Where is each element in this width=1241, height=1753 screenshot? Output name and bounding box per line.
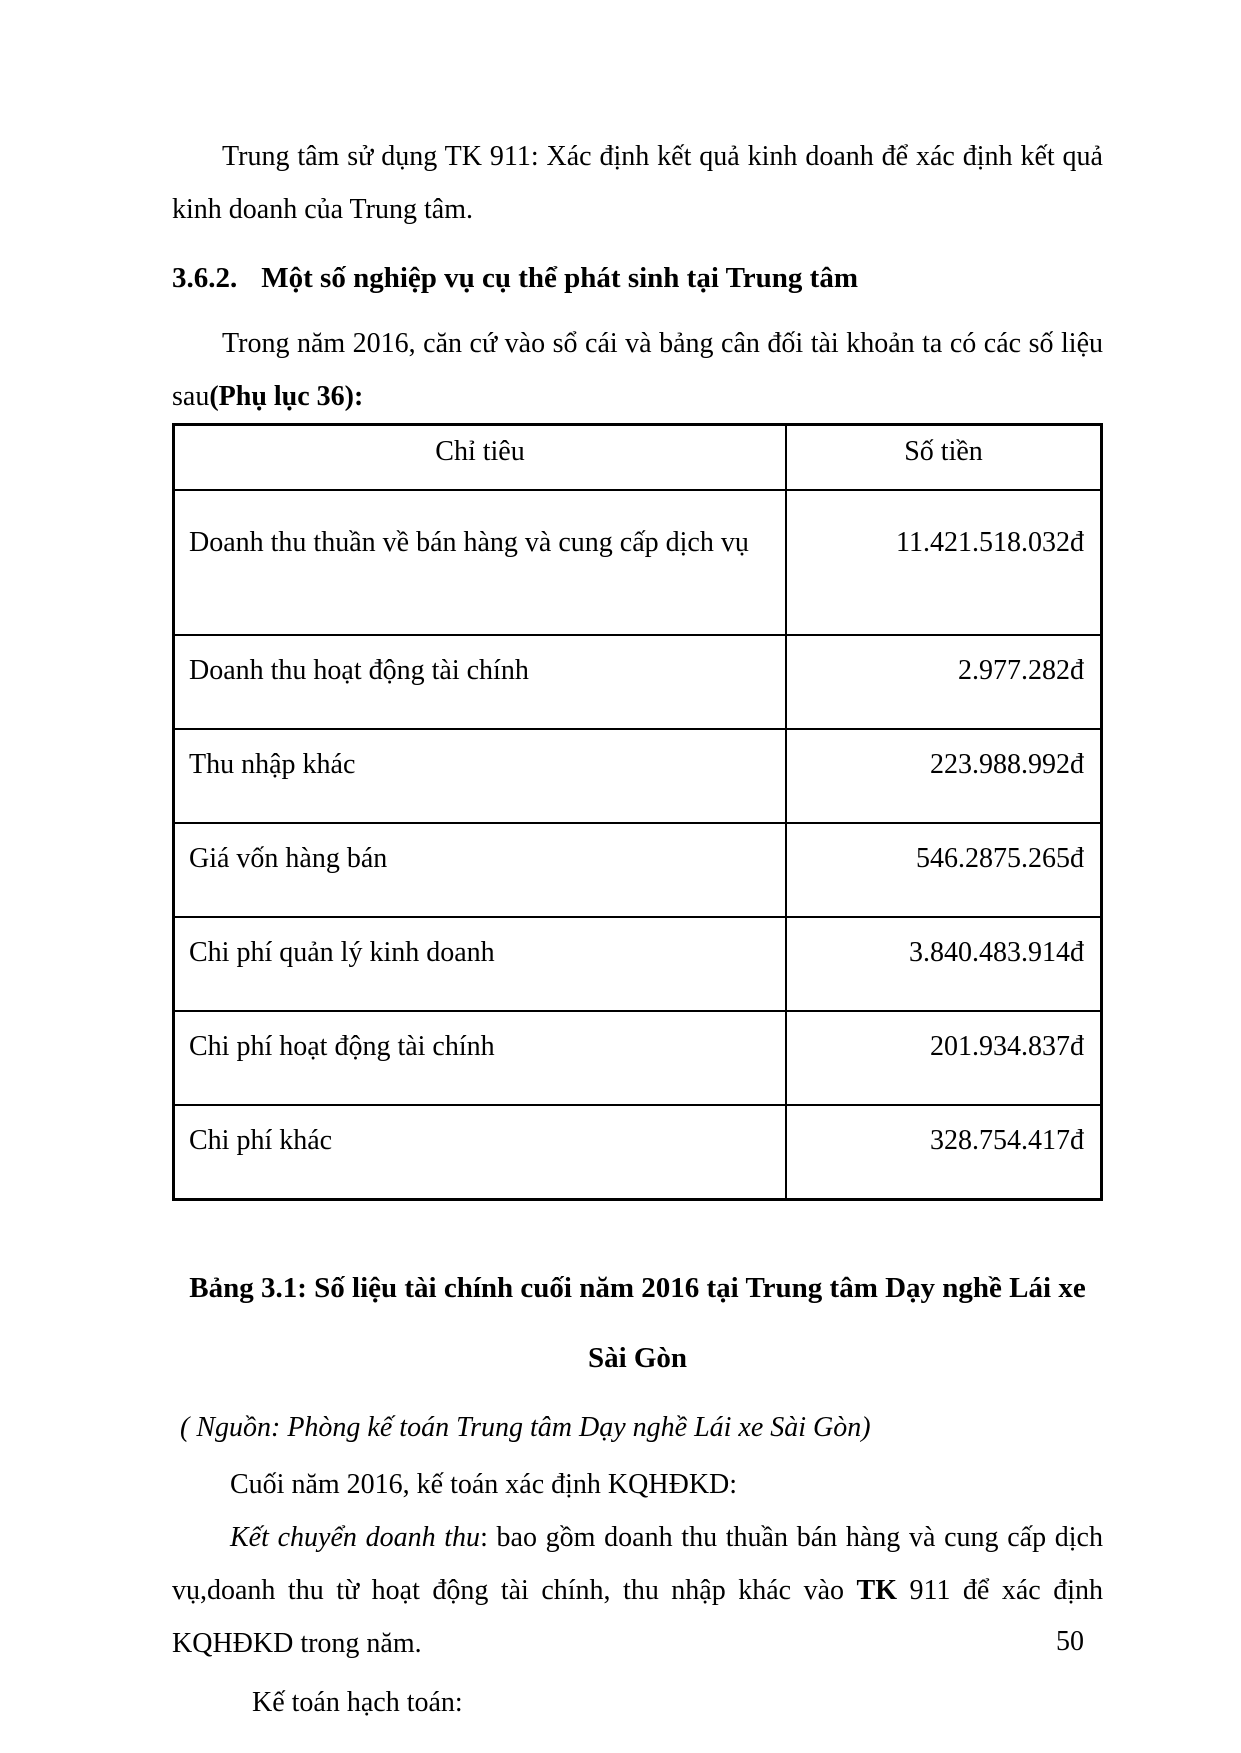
- table-row: [174, 490, 1102, 635]
- page-content: [172, 130, 1103, 1729]
- paragraph-data-source-appendix: (Phụ lục 36):: [209, 381, 364, 412]
- table-cell-value: 11.421.518.032đ: [786, 490, 1102, 635]
- paragraph-kqhdkd: Cuối năm 2016, kế toán xác định KQHĐKD:: [230, 1469, 738, 1500]
- table-cell-value: 328.754.417đ: [786, 1105, 1102, 1200]
- paragraph-revenue-transfer-mid: : bao gồm doanh thu thuần bán hàng và cung cấp dịch vụ,doanh thu từ hoạt động tài chính, thu nhập khác vào: [172, 1522, 1103, 1606]
- paragraph-data-source: [172, 317, 1103, 423]
- financial-data-table: [172, 423, 1103, 1201]
- table-cell-value: 223.988.992đ: [786, 729, 1102, 823]
- table-cell-label: Chi phí quản lý kinh doanh: [174, 917, 787, 1011]
- table-cell-value: 546.2875.265đ: [786, 823, 1102, 917]
- table-row: [174, 917, 1102, 1011]
- table-row: [174, 1011, 1102, 1105]
- paragraph-revenue-transfer-lead: Kết chuyển doanh thu: [230, 1522, 481, 1553]
- table-header-value: Số tiền: [786, 425, 1102, 491]
- section-heading: [172, 252, 1103, 305]
- table-cell-label: Thu nhập khác: [174, 729, 787, 823]
- table-cell-label: Doanh thu thuần về bán hàng và cung cấp dịch vụ: [174, 490, 787, 635]
- table-row: [174, 635, 1102, 729]
- section-heading-title: Một số nghiệp vụ cụ thể phát sinh tại Trung tâm: [261, 262, 859, 294]
- table-cell-label: Doanh thu hoạt động tài chính: [174, 635, 787, 729]
- table-cell-label: Chi phí hoạt động tài chính: [174, 1011, 787, 1105]
- table-cell-value: 2.977.282đ: [786, 635, 1102, 729]
- table-row: [174, 1105, 1102, 1200]
- table-cell-value: 3.840.483.914đ: [786, 917, 1102, 1011]
- paragraph-intro: Trung tâm sử dụng TK 911: Xác định kết quả kinh doanh để xác định kết quả kinh doanh của Trung tâm.: [172, 141, 1103, 225]
- table-caption-line2: Sài Gòn: [587, 1342, 688, 1374]
- paragraph-revenue-transfer-tk: TK: [856, 1575, 897, 1606]
- table-caption: [172, 1253, 1103, 1393]
- paragraph-revenue-transfer: [172, 1511, 1103, 1670]
- table-row: [174, 823, 1102, 917]
- table-cell-label: Chi phí khác: [174, 1105, 787, 1200]
- paragraph-accounting-entry: Kế toán hạch toán:: [252, 1687, 463, 1718]
- paragraph-revenue-transfer-rest: 911 để xác định KQHĐKD trong năm.: [172, 1575, 1103, 1659]
- table-cell-value: 201.934.837đ: [786, 1011, 1102, 1105]
- table-header-row: [174, 425, 1102, 491]
- table-cell-label: Giá vốn hàng bán: [174, 823, 787, 917]
- table-row: [174, 729, 1102, 823]
- source-note: ( Nguồn: Phòng kế toán Trung tâm Dạy nghề Lái xe Sài Gòn): [180, 1412, 871, 1443]
- section-heading-number: 3.6.2.: [172, 262, 238, 294]
- paragraph-data-source-text: Trong năm 2016, căn cứ vào sổ cái và bảng cân đối tài khoản ta có các số liệu sau: [172, 328, 1103, 412]
- table-caption-line1: Bảng 3.1: Số liệu tài chính cuối năm 2016 tại Trung tâm Dạy nghề Lái xe: [189, 1272, 1086, 1304]
- table-header-label: Chỉ tiêu: [174, 425, 787, 491]
- page-number: 50: [1056, 1626, 1084, 1657]
